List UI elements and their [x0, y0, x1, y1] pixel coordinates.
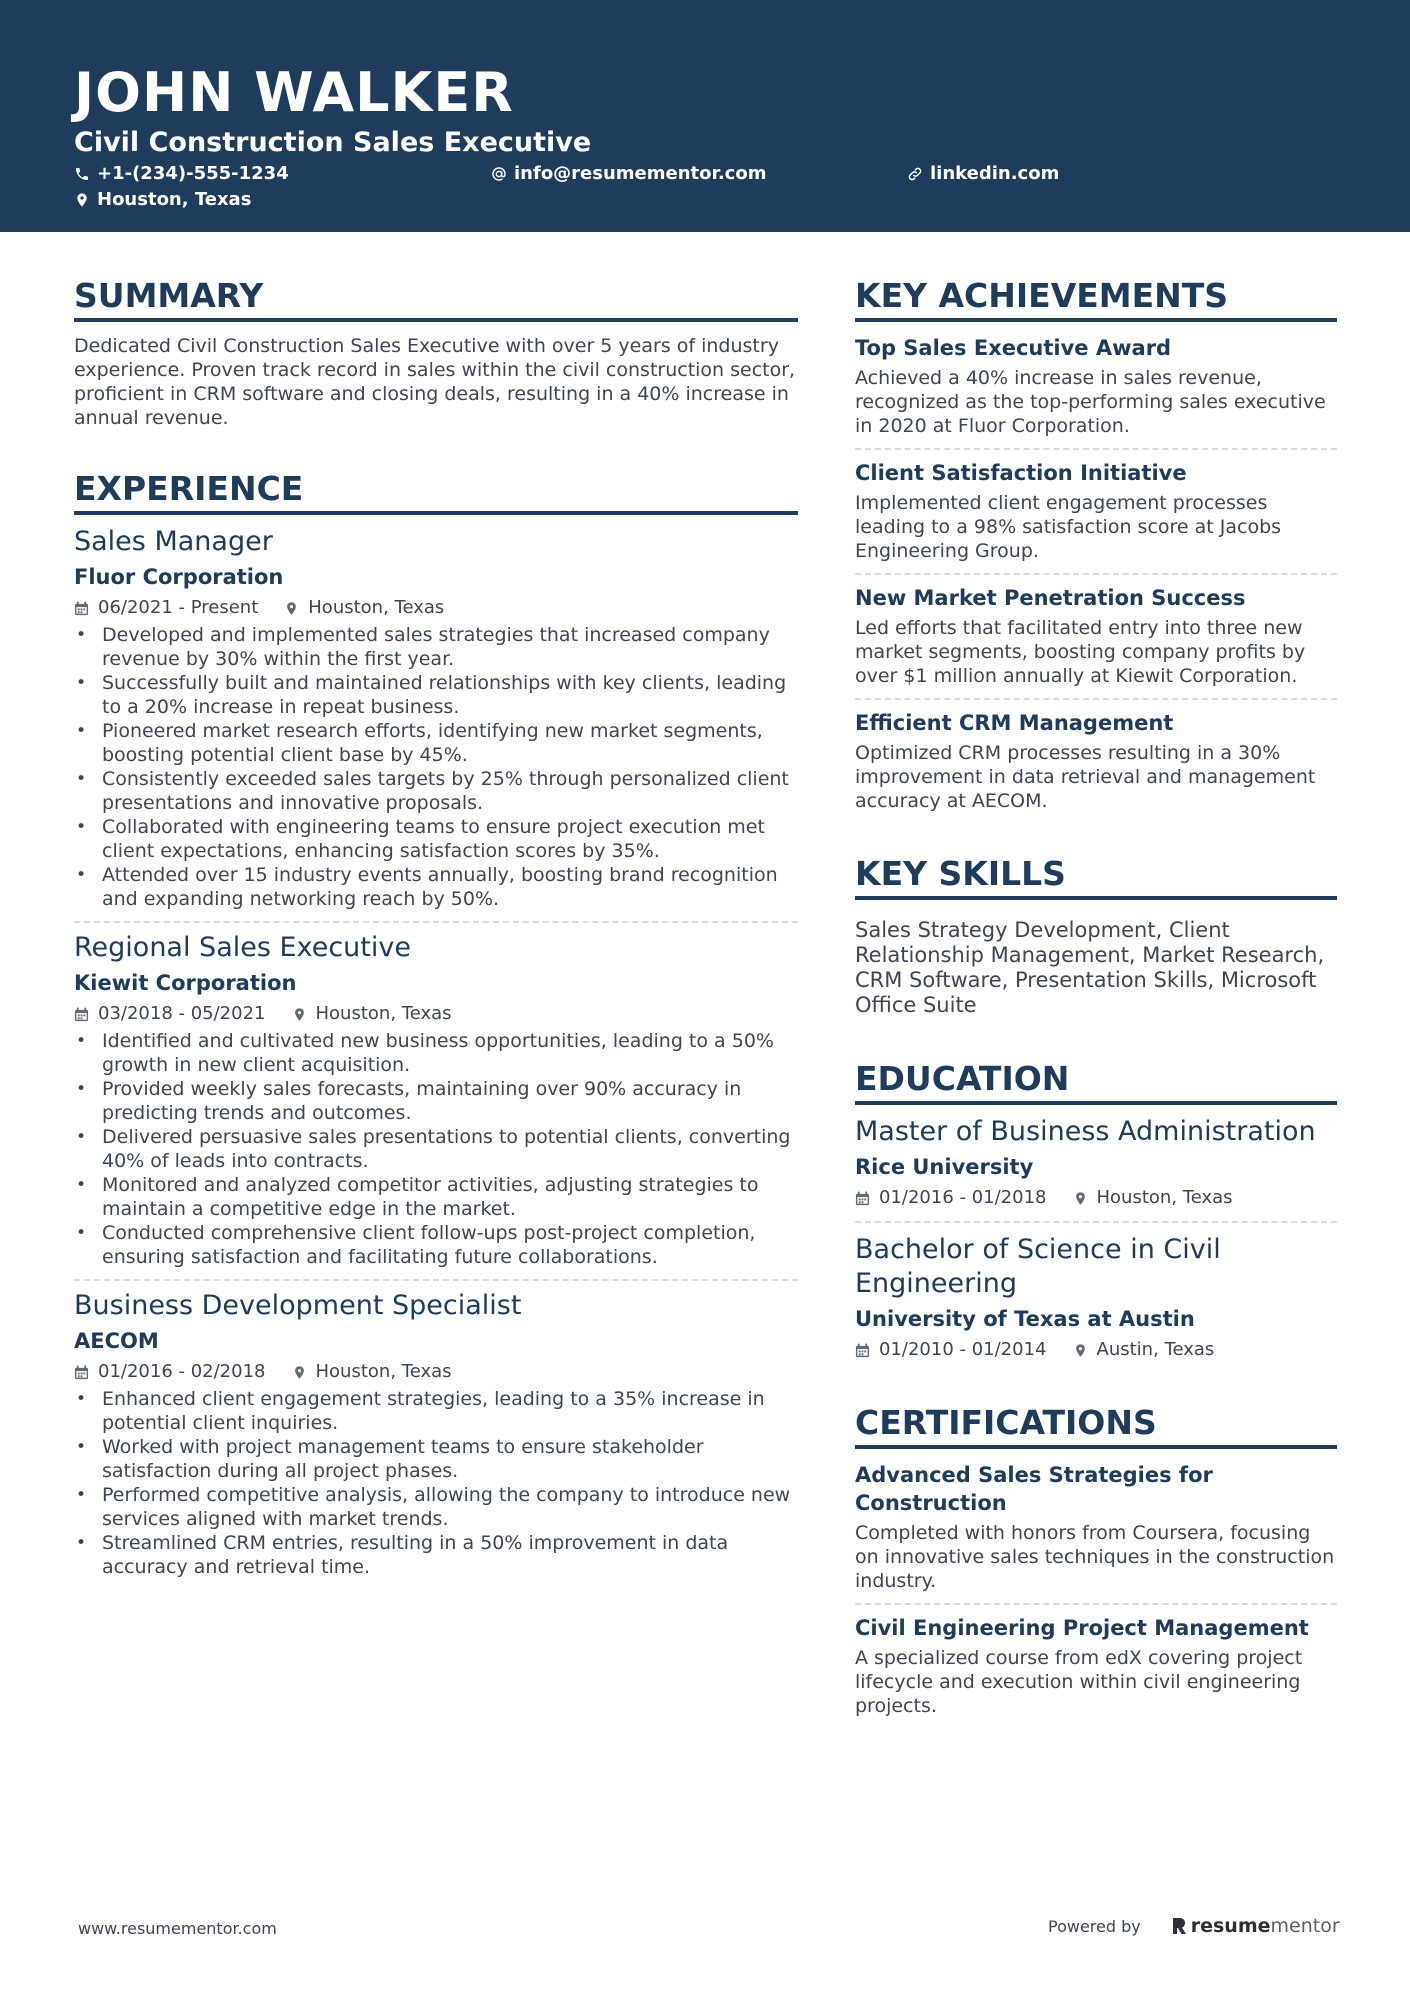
candidate-name: JOHN WALKER	[74, 61, 514, 124]
company-name: Kiewit Corporation	[74, 971, 297, 995]
contact-location	[74, 188, 251, 212]
brand-logo[interactable]	[1171, 1915, 1340, 1937]
achievement-item	[855, 584, 1337, 688]
contact-email[interactable]	[491, 162, 766, 186]
resume-header	[0, 0, 1410, 232]
certifications-heading: CERTIFICATIONS	[855, 1402, 1337, 1449]
education-location: Houston, Texas	[1096, 1187, 1233, 1208]
phone-text: +1-(234)-555-1234	[97, 163, 289, 184]
brand-name-light: mentor	[1270, 1915, 1340, 1937]
summary-section	[74, 275, 798, 430]
bullet-item: • Performed competitive analysis, allowing the company to introduce new services aligned with market trends.	[74, 1483, 798, 1531]
location-pin-icon	[74, 192, 90, 208]
job-location: Houston, Texas	[315, 1003, 452, 1024]
candidate-title: Civil Construction Sales Executive	[74, 127, 592, 158]
job-meta	[74, 1002, 798, 1026]
job-meta	[74, 1360, 798, 1384]
education-location: Austin, Texas	[1096, 1339, 1215, 1360]
certification-text: Completed with honors from Coursera, focusing on innovative sales techniques in the construction industry.	[855, 1522, 1335, 1592]
linkedin-text: linkedin.com	[930, 163, 1060, 184]
phone-icon	[74, 166, 90, 182]
job-dates: 03/2018 - 05/2021	[98, 1003, 266, 1024]
job-bullets	[74, 623, 798, 911]
calendar-icon	[74, 1365, 89, 1380]
degree-title: Bachelor of Science in Civil Engineering	[855, 1234, 1221, 1299]
at-icon	[491, 166, 507, 182]
experience-heading: EXPERIENCE	[74, 468, 798, 515]
education-entry	[855, 1233, 1337, 1362]
experience-entry	[74, 525, 798, 911]
contact-phone[interactable]	[74, 162, 289, 186]
certification-title: Advanced Sales Strategies for Construction	[855, 1463, 1213, 1515]
summary-text: Dedicated Civil Construction Sales Executive with over 5 years of industry experience. Proven track record in sales within the civil construction sector, proficient in CRM software and closing deals, resulting in a 40% increase in annual revenue.	[74, 335, 796, 429]
education-dates: 01/2016 - 01/2018	[879, 1187, 1047, 1208]
job-location: Houston, Texas	[308, 597, 445, 618]
summary-heading: SUMMARY	[74, 275, 798, 322]
degree-title: Master of Business Administration	[855, 1116, 1316, 1147]
certification-title: Civil Engineering Project Management	[855, 1616, 1309, 1640]
location-text: Houston, Texas	[97, 189, 252, 210]
bullet-item: • Developed and implemented sales strategies that increased company revenue by 30% within the first year.	[74, 623, 798, 671]
entry-divider	[74, 921, 798, 923]
education-meta	[855, 1338, 1337, 1362]
certification-text: A specialized course from edX covering project lifecycle and execution within civil engineering projects.	[855, 1647, 1303, 1717]
skills-section	[855, 853, 1337, 1018]
footer-website[interactable]: www.resumementor.com	[78, 1919, 277, 1938]
location-pin-icon	[292, 1365, 307, 1380]
certification-item	[855, 1614, 1337, 1718]
skills-text: Sales Strategy Development, Client Relationship Management, Market Research, CRM Software, Presentation Skills, Microsoft Office Suite	[855, 918, 1325, 1017]
calendar-icon	[74, 1007, 89, 1022]
achievement-text: Optimized CRM processes resulting in a 30% improvement in data retrieval and management accuracy at AECOM.	[855, 742, 1316, 812]
contact-linkedin[interactable]	[907, 162, 1059, 186]
school-name: Rice University	[855, 1155, 1034, 1179]
achievement-item	[855, 334, 1337, 438]
job-title: Regional Sales Executive	[74, 932, 411, 963]
bullet-item: • Conducted comprehensive client follow-ups post-project completion, ensuring satisfaction and facilitating future collaborations.	[74, 1221, 798, 1269]
powered-by-label: Powered by	[1048, 1916, 1141, 1936]
job-location: Houston, Texas	[315, 1361, 452, 1382]
skills-heading: KEY SKILLS	[855, 853, 1337, 900]
education-dates: 01/2010 - 01/2014	[879, 1339, 1047, 1360]
achievement-text: Led efforts that facilitated entry into three new market segments, boosting company profits by over $1 million annually at Kiewit Corporation.	[855, 617, 1306, 687]
job-meta	[74, 596, 798, 620]
job-dates: 01/2016 - 02/2018	[98, 1361, 266, 1382]
bullet-item: • Streamlined CRM entries, resulting in a 50% improvement in data accuracy and retrieval time.	[74, 1531, 798, 1579]
location-pin-icon	[1073, 1343, 1088, 1358]
job-bullets	[74, 1387, 798, 1579]
bullet-item: • Identified and cultivated new business opportunities, leading to a 50% growth in new client acquisition.	[74, 1029, 798, 1077]
location-pin-icon	[292, 1007, 307, 1022]
bullet-item: • Provided weekly sales forecasts, maintaining over 90% accuracy in predicting trends and outcomes.	[74, 1077, 798, 1125]
bullet-item: • Pioneered market research efforts, identifying new market segments, boosting potential client base by 45%.	[74, 719, 798, 767]
company-name: Fluor Corporation	[74, 565, 284, 589]
bullet-item: • Consistently exceeded sales targets by 25% through personalized client presentations and innovative proposals.	[74, 767, 798, 815]
school-name: University of Texas at Austin	[855, 1307, 1195, 1331]
achievements-section	[855, 275, 1337, 813]
location-pin-icon	[284, 601, 299, 616]
achievements-heading: KEY ACHIEVEMENTS	[855, 275, 1337, 322]
job-dates: 06/2021 - Present	[98, 597, 259, 618]
education-heading: EDUCATION	[855, 1058, 1337, 1105]
entry-divider	[855, 448, 1337, 450]
achievement-item	[855, 459, 1337, 563]
location-pin-icon	[1073, 1191, 1088, 1206]
achievement-text: Achieved a 40% increase in sales revenue, recognized as the top-performing sales executive in 2020 at Fluor Corporation.	[855, 367, 1326, 437]
entry-divider	[74, 1279, 798, 1281]
left-column	[74, 275, 798, 1579]
right-column	[855, 275, 1337, 1718]
education-entry	[855, 1115, 1337, 1210]
entry-divider	[855, 1603, 1337, 1605]
experience-entry	[74, 1289, 798, 1579]
email-text: info@resumementor.com	[514, 163, 767, 184]
bullet-item: • Delivered persuasive sales presentations to potential clients, converting 40% of leads into contracts.	[74, 1125, 798, 1173]
brand-name-bold: resume	[1190, 1915, 1271, 1937]
calendar-icon	[855, 1343, 870, 1358]
certification-item	[855, 1461, 1337, 1593]
job-title: Sales Manager	[74, 526, 273, 557]
bullet-item: • Enhanced client engagement strategies, leading to a 35% increase in potential client inquiries.	[74, 1387, 798, 1435]
brand-mark-icon	[1171, 1916, 1187, 1936]
bullet-item: • Worked with project management teams to ensure stakeholder satisfaction during all project phases.	[74, 1435, 798, 1483]
bullet-item: • Successfully built and maintained relationships with key clients, leading to a 20% increase in repeat business.	[74, 671, 798, 719]
experience-entry	[74, 931, 798, 1269]
bullet-item: • Attended over 15 industry events annually, boosting brand recognition and expanding networking reach by 50%.	[74, 863, 798, 911]
entry-divider	[855, 698, 1337, 700]
company-name: AECOM	[74, 1329, 159, 1353]
certifications-section	[855, 1402, 1337, 1718]
education-section	[855, 1058, 1337, 1362]
achievement-item	[855, 709, 1337, 813]
link-icon	[907, 166, 923, 182]
job-title: Business Development Specialist	[74, 1290, 522, 1321]
education-meta	[855, 1186, 1337, 1210]
achievement-title: Client Satisfaction Initiative	[855, 461, 1187, 485]
calendar-icon	[74, 601, 89, 616]
bullet-item: • Collaborated with engineering teams to ensure project execution met client expectations, enhancing satisfaction scores by 35%.	[74, 815, 798, 863]
achievement-text: Implemented client engagement processes leading to a 98% satisfaction score at Jacobs Engineering Group.	[855, 492, 1282, 562]
bullet-item: • Monitored and analyzed competitor activities, adjusting strategies to maintain a competitive edge in the market.	[74, 1173, 798, 1221]
achievement-title: New Market Penetration Success	[855, 586, 1246, 610]
achievement-title: Top Sales Executive Award	[855, 336, 1172, 360]
footer-branding	[1048, 1915, 1340, 1937]
entry-divider	[855, 1221, 1337, 1223]
calendar-icon	[855, 1191, 870, 1206]
job-bullets	[74, 1029, 798, 1269]
entry-divider	[855, 573, 1337, 575]
achievement-title: Efficient CRM Management	[855, 711, 1174, 735]
experience-section	[74, 468, 798, 1579]
